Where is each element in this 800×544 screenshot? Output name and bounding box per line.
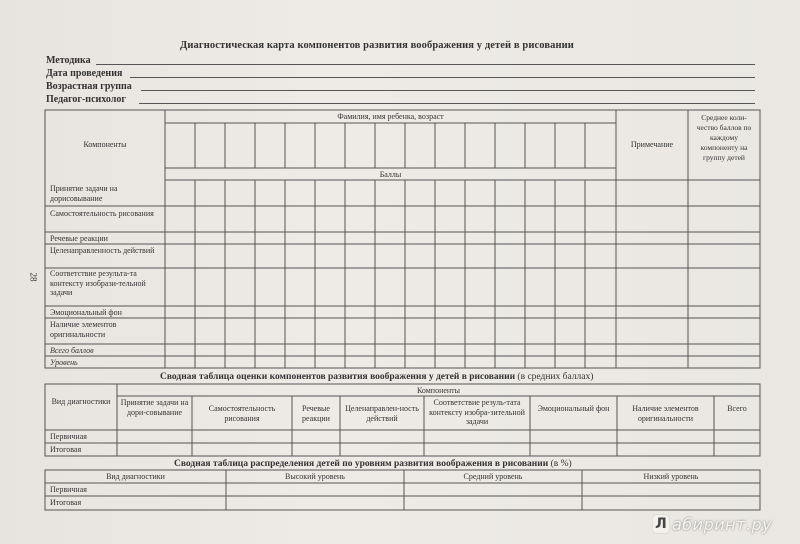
summary-col-header: Всего	[727, 404, 747, 413]
page-number: 28	[28, 272, 39, 282]
summary-col-header: Эмоциональный фон	[537, 404, 610, 413]
levels-col-header: Вид диагностики	[106, 472, 165, 481]
summary-col-header: Целенаправлен-ность действий	[345, 404, 419, 423]
levels-col-header: Низкий уровень	[643, 472, 699, 481]
row-label-level: Уровень	[50, 358, 78, 367]
field-label-method: Методика	[46, 55, 91, 66]
field-label-date: Дата проведения	[46, 68, 123, 79]
row-label-primary: Первичная	[50, 432, 87, 441]
row-label: Принятие задачи на дорисовывание	[50, 184, 118, 203]
field-label-age-group: Возрастная группа	[46, 81, 132, 92]
labirint-watermark	[653, 514, 772, 534]
row-label-total: Всего баллов	[50, 346, 94, 355]
average-header: Среднее коли-чество баллов по каждому компоненту на группу детей	[696, 113, 752, 162]
row-label: Эмоциональный фон	[50, 308, 122, 317]
summary-col-header: Наличие элементов оригинальности	[632, 404, 699, 423]
row-label: Речевые реакции	[50, 234, 108, 243]
components-header-2: Компоненты	[416, 386, 461, 395]
labirint-logo-text: абиринт.ру	[672, 514, 773, 534]
levels-col-header: Средний уровень	[463, 472, 523, 481]
row-label-primary: Первичная	[50, 485, 87, 494]
components-header: Компоненты	[83, 140, 127, 149]
summary-col-header: Соответствие резуль-тата контексту изобра-зительной задачи	[429, 398, 525, 426]
summary-col-header: Речевые реакции	[302, 404, 330, 423]
summary-levels-title: Сводная таблица распределения детей по уровням развития воображения в рисовании (в %)	[174, 459, 572, 469]
summary-col-header: Принятие задачи на дори-совывание	[120, 398, 189, 417]
summary-scores-title: Сводная таблица оценки компонентов развития воображения у детей в рисовании (в средних баллах)	[160, 372, 594, 382]
levels-col-header: Высокий уровень	[285, 472, 345, 481]
row-label: Наличие элементов оригинальности	[50, 320, 117, 339]
row-label-final: Итоговая	[50, 498, 82, 507]
labirint-logo-icon: Л	[653, 515, 669, 533]
row-label: Самостоятельность рисования	[50, 209, 154, 218]
row-label: Целенаправленность действий	[50, 246, 155, 255]
diagnostic-type-header: Вид диагностики	[51, 397, 111, 406]
scores-header: Баллы	[379, 170, 402, 179]
note-header: Примечание	[630, 140, 674, 149]
field-label-psychologist: Педагог-психолог	[46, 94, 126, 105]
child-name-header: Фамилия, имя ребенка, возраст	[337, 112, 444, 121]
page-title: Диагностическая карта компонентов развития воображения у детей в рисовании	[180, 40, 574, 51]
summary-col-header: Самостоятельность рисования	[208, 404, 276, 423]
row-label-final: Итоговая	[50, 445, 82, 454]
row-label: Соответствие результа-та контексту изобрази-тельной задачи	[50, 269, 146, 297]
